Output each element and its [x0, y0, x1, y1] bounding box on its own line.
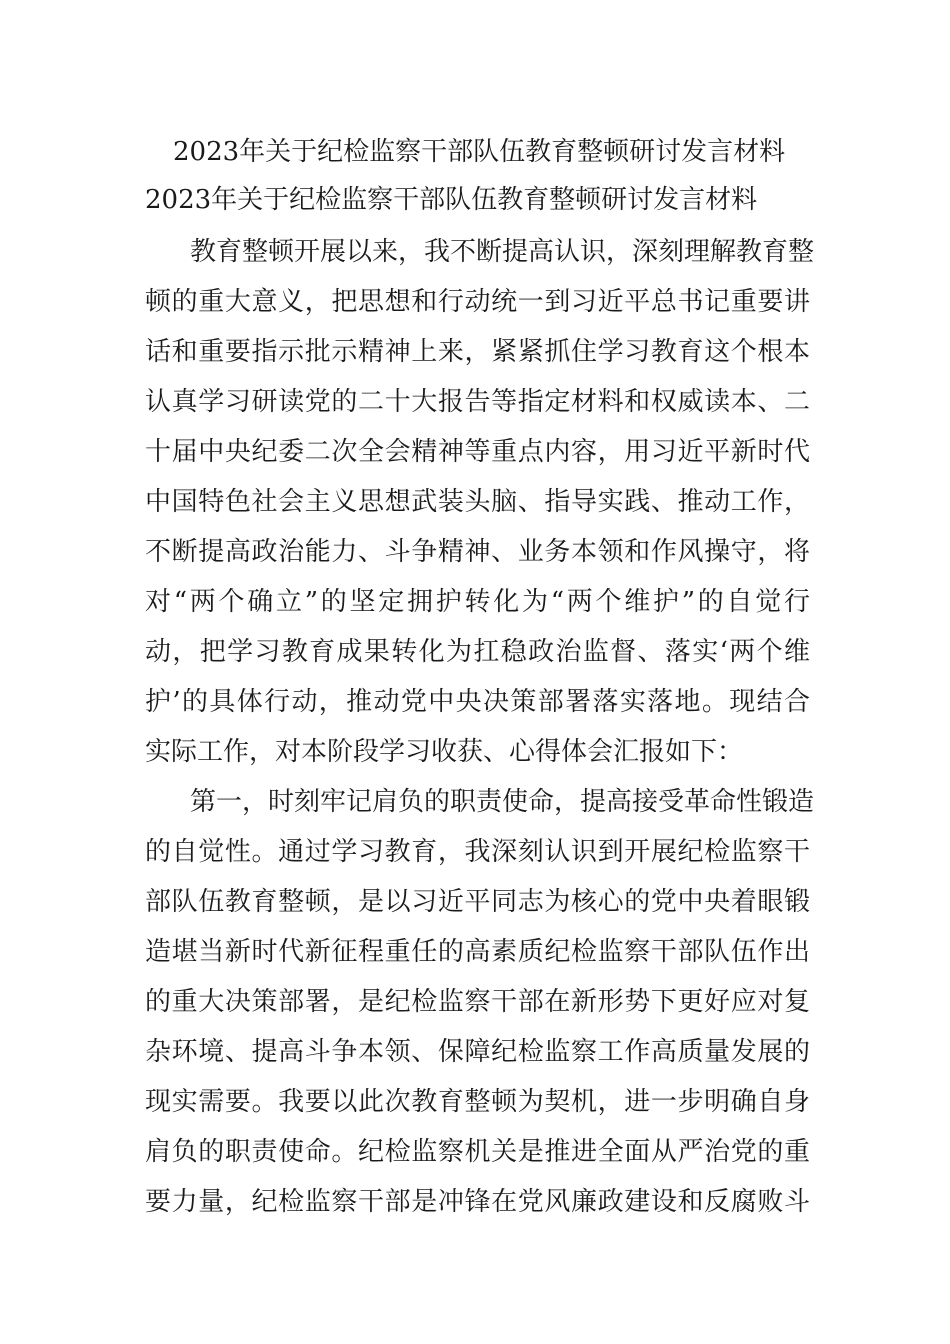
paragraph-2-line: 第一，时刻牢记肩负的职责使命，提高接受革命性锻造	[190, 787, 815, 817]
paragraph-1-line: 认真学习研读党的二十大报告等指定材料和权威读本、二	[145, 387, 810, 417]
paragraph-2-line: 杂环境、提高斗争本领、保障纪检监察工作高质量发展的	[145, 1037, 810, 1067]
paragraph-2-line: 肩负的职责使命。纪检监察机关是推进全面从严治党的重	[145, 1137, 810, 1167]
paragraph-2-line: 现实需要。我要以此次教育整顿为契机，进一步明确自身	[145, 1087, 810, 1117]
paragraph-2-line: 要力量，纪检监察干部是冲锋在党风廉政建设和反腐败斗	[145, 1187, 810, 1217]
paragraph-1-line: 中国特色社会主义思想武装头脑、指导实践、推动工作，	[145, 487, 810, 517]
document-title: 2023年关于纪检监察干部队伍教育整顿研讨发言材料	[173, 137, 786, 167]
paragraph-2-line: 部队伍教育整顿，是以习近平同志为核心的党中央着眼锻	[145, 887, 810, 917]
paragraph-2-line: 的自觉性。通过学习教育，我深刻认识到开展纪检监察干	[145, 837, 810, 867]
paragraph-1-line: 话和重要指示批示精神上来，紧紧抓住学习教育这个根本	[145, 337, 810, 367]
paragraph-1-line: 顿的重大意义，把思想和行动统一到习近平总书记重要讲	[145, 287, 810, 317]
paragraph-1-line: 护’的具体行动，推动党中央决策部署落实落地。现结合	[145, 687, 810, 717]
paragraph-1-line: 实际工作，对本阶段学习收获、心得体会汇报如下：	[145, 737, 744, 767]
paragraph-1-line: 教育整顿开展以来，我不断提高认识，深刻理解教育整	[190, 237, 815, 267]
paragraph-1-line: 不断提高政治能力、斗争精神、业务本领和作风操守，将	[145, 537, 810, 567]
paragraph-2-line: 造堪当新时代新征程重任的高素质纪检监察干部队伍作出	[145, 937, 810, 967]
paragraph-1-line: 对“两个确立”的坚定拥护转化为“两个维护”的自觉行	[145, 587, 810, 617]
paragraph-1-line: 动，把学习教育成果转化为扛稳政治监督、落实‘两个维	[145, 637, 810, 667]
paragraph-1-line: 十届中央纪委二次全会精神等重点内容，用习近平新时代	[145, 437, 810, 467]
paragraph-2-line: 的重大决策部署，是纪检监察干部在新形势下更好应对复	[145, 987, 810, 1017]
document-title-repeat: 2023年关于纪检监察干部队伍教育整顿研讨发言材料	[145, 185, 758, 215]
